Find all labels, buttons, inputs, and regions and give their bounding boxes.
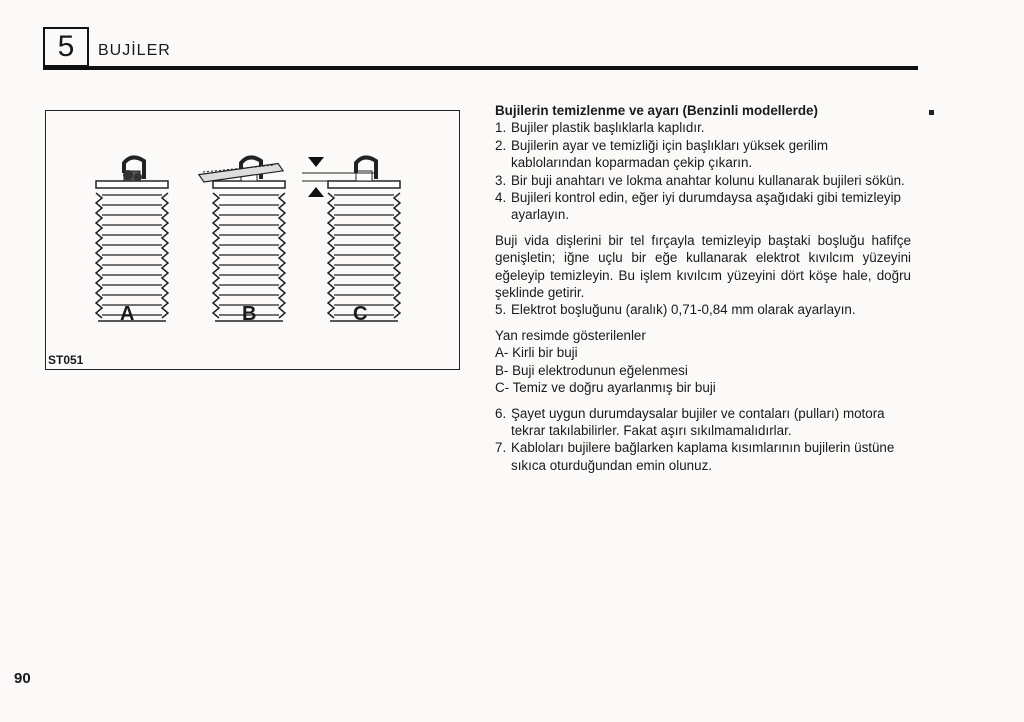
figure-caption-item: C- Temiz ve doğru ayarlanmış bir buji [495,380,716,396]
chapter-number: 5 [57,30,75,63]
figure-label-b: B [242,303,257,325]
margin-marker [929,110,934,115]
list-item: 6. Şayet uygun durumdaysalar bujiler ve contaları (pulları) motora tekrar takılabilirler. Fakat aşırı sıkılmamalıdırlar. [495,405,885,438]
section-heading: Bujilerin temizlenme ve ayarı (Benzinli modellerde) [495,103,818,118]
spark-plug-c [328,157,400,321]
list-item: 2. Bujilerin ayar ve temizliği için başlıkları yüksek gerilim kablolarından koparmadan çekip çıkarın. [495,137,829,171]
list-item: 1. Bujiler plastik başlıklarla kaplıdır. [495,120,705,136]
chapter-title: BUJİLER [98,42,171,59]
chapter-number-box [43,27,89,67]
spark-plug-b [199,157,285,321]
list-item: 7. Kabloları bujilere bağlarken kaplama kısımlarının bujilerin üstüne sıkıca oturduğundan emin olunuz. [495,440,895,473]
figure-code: ST051 [48,353,84,367]
list-item: 3. Bir buji anahtarı ve lokma anahtar kolunu kullanarak bujileri sökün. [495,172,905,188]
figure-caption-intro: Yan resimde gösterilenler [495,327,646,343]
list-item: 5. Elektrot boşluğunu (aralık) 0,71-0,84 mm olarak ayarlayın. [495,302,856,318]
figure-label-a: A [120,303,135,325]
figure-caption-item: A- Kirli bir buji [495,345,578,361]
figure-caption-item: B- Buji elektrodunun eğelenmesi [495,362,688,378]
main-text [495,102,911,474]
spark-plug-figure [45,110,460,370]
spark-plug-illustration [46,111,458,367]
figure-label-c: C [353,303,368,325]
spark-plug-a [96,157,168,321]
header-rule [43,66,918,70]
page-number: 90 [14,670,31,687]
cleaning-paragraph: Buji vida dişlerini bir tel fırçayla temizleyip baştaki boşluğu hafifçe genişletin; iğne uçlu bir eğe kullanarak elektrot kıvılcım yüzeyini eğeleyip temizleyin. Bu işlem kıvılcım yüzeyini dört köşe hale, doğru şeklinde getirir. [495,232,911,301]
list-item: 4. Bujileri kontrol edin, eğer iyi durumdaysa aşağıdaki gibi temizleyip ayarlayın. [495,190,902,223]
